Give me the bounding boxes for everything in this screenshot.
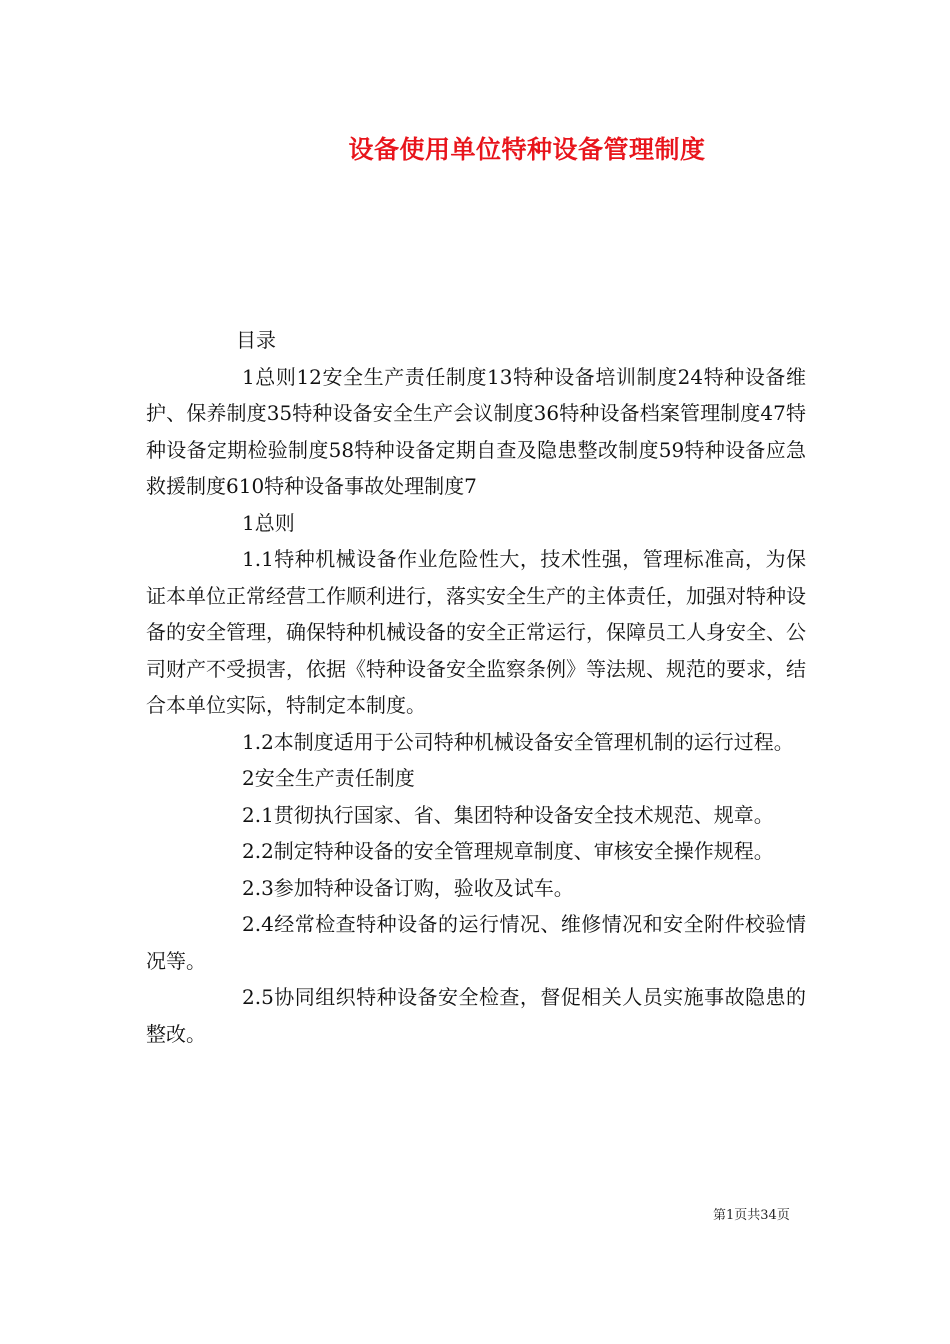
document-title: 设备使用单位特种设备管理制度: [348, 135, 706, 164]
paragraph: 2安全生产责任制度: [242, 766, 415, 790]
paragraph: 2.5协同组织特种设备安全检查，督促相关人员实施事故隐患的整改。: [146, 985, 806, 1046]
paragraph: 2.1贯彻执行国家、省、集团特种设备安全技术规范、规章。: [242, 802, 774, 827]
paragraph: 1总则: [242, 510, 295, 535]
paragraph: 1.1特种机械设备作业危险性大，技术性强，管理标准高，为保证本单位正常经营工作顺利进行，落实安全生产的主体责任，加强对特种设备的安全管理，确保特种机械设备的安全正常运行，保障员工人身安全、公司财产不受损害，依据《特种设备安全监察条例》等法规、规范的要求，结合本单位实际，特制定本制度。: [146, 547, 806, 717]
paragraph: 2.2制定特种设备的安全管理规章制度、审核安全操作规程。: [242, 839, 774, 863]
paragraph: 2.4经常检查特种设备的运行情况、维修情况和安全附件校验情况等。: [146, 912, 806, 973]
paragraph: 2.3参加特种设备订购，验收及试车。: [242, 875, 574, 900]
toc-label: 目录: [236, 328, 276, 352]
toc-content: 1总则12安全生产责任制度13特种设备培训制度24特种设备维护、保养制度35特种设备安全生产会议制度36特种设备档案管理制度47特种设备定期检验制度58特种设备定期自查及隐患整改制度59特种设备应急救援制度610特种设备事故处理制度7: [146, 364, 806, 498]
paragraph: 1.2本制度适用于公司特种机械设备安全管理机制的运行过程。: [242, 729, 794, 754]
document-body: [146, 322, 806, 1052]
page-number-footer: 第1页共34页: [713, 1208, 790, 1223]
